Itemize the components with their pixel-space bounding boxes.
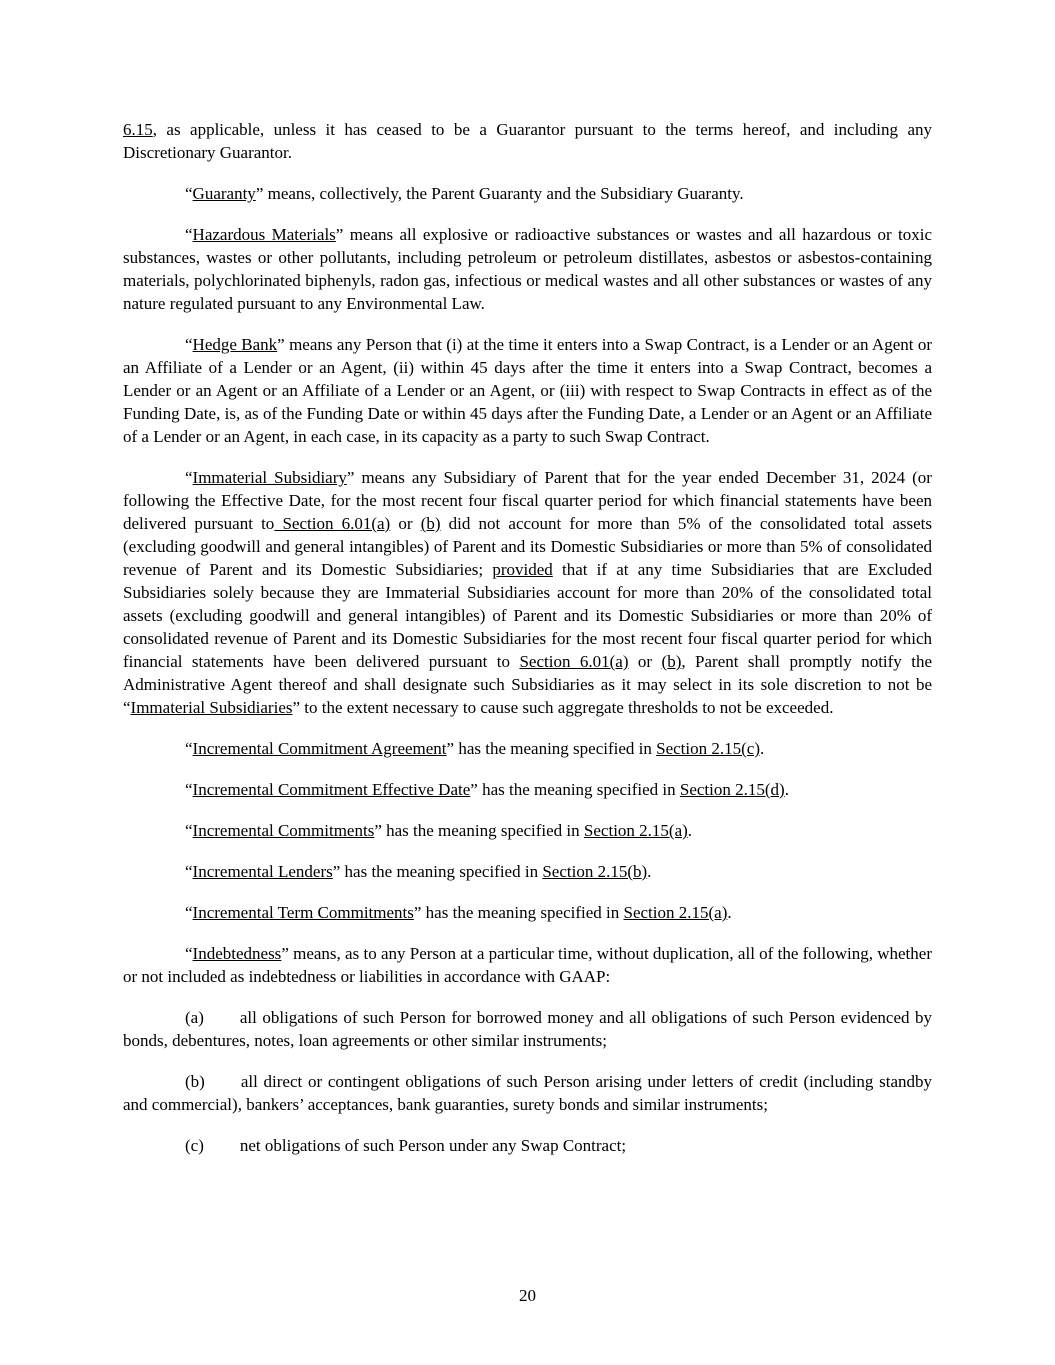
text-run: . — [784, 780, 789, 799]
text-run: , as applicable, unless it has ceased to be a Guarantor pursuant to the terms hereof, and including any Discretionary Guarantor. — [123, 120, 932, 162]
paragraph-definition-immaterial-subsidiary — [123, 466, 932, 719]
page-number: 20 — [519, 1286, 536, 1305]
underlined-term: Immaterial Subsidiaries — [130, 698, 293, 717]
underlined-term: Section 2.15(c) — [656, 739, 760, 758]
underlined-term: Section 2.15(a) — [623, 903, 728, 922]
underlined-term: Incremental Commitment Agreement — [192, 739, 447, 758]
text-run: ” has the meaning specified in — [332, 862, 543, 881]
paragraph-definition-incremental-commitments — [123, 819, 932, 842]
underlined-term: provided — [492, 560, 553, 579]
paragraph-definition-incremental-commitment-effective-date — [123, 778, 932, 801]
paragraph-definition-hedge-bank — [123, 333, 932, 448]
underlined-term: Incremental Lenders — [192, 862, 333, 881]
text-run: “ — [185, 225, 193, 244]
paragraph-definition-incremental-commitment-agreement — [123, 737, 932, 760]
text-run: or — [390, 514, 421, 533]
paragraph-guarantor-continuation — [123, 118, 932, 164]
text-run: “ — [185, 862, 193, 881]
text-run: “ — [185, 184, 193, 203]
page-footer — [0, 1284, 1055, 1307]
paragraph-definition-incremental-term-commitments — [123, 901, 932, 924]
text-run: “ — [185, 739, 193, 758]
paragraph-definition-hazardous-materials — [123, 223, 932, 315]
text-run: “ — [185, 944, 193, 963]
underlined-term: Incremental Commitment Effective Date — [192, 780, 471, 799]
text-run: (c) — [185, 1136, 204, 1155]
text-run: . — [760, 739, 765, 758]
text-run: that if at any time Subsidiaries that are Excluded Subsidiaries solely because they are Immaterial Subsidiaries account for more than 20% of the consolidated total assets (excluding goodwill and general intangibles) of Parent and its Domestic Subsidiaries or more than 20% of consolidated revenue of Parent and its Domestic Subsidiaries for the most recent four fiscal quarter period for which financial statements have been delivered pursuant to — [123, 560, 932, 671]
text-run: “ — [185, 821, 193, 840]
paragraph-indebtedness-clause-c — [123, 1134, 932, 1157]
text-run: “ — [185, 780, 193, 799]
underlined-term: Guaranty — [192, 184, 256, 203]
underlined-term: Section 2.15(b) — [542, 862, 648, 881]
underlined-term: Hedge Bank — [192, 335, 278, 354]
underlined-term: Hazardous Materials — [192, 225, 336, 244]
text-run: ” has the meaning specified in — [470, 780, 680, 799]
text-run: net obligations of such Person under any Swap Contract; — [239, 1136, 627, 1155]
text-run: . — [727, 903, 732, 922]
text-run: . — [647, 862, 652, 881]
text-run: ” has the meaning specified in — [413, 903, 624, 922]
paragraph-indebtedness-clause-a — [123, 1006, 932, 1052]
underlined-term: Incremental Commitments — [192, 821, 375, 840]
underlined-term: Incremental Term Commitments — [192, 903, 414, 922]
text-run: or — [628, 652, 662, 671]
text-run: ” means any Subsidiary of Parent that for the year ended December 31, 2024 (or following the Effective Date, for the most recent four fiscal quarter period for which financial statements have been delivered pursuant to — [123, 468, 932, 533]
text-run: did not account for more than 5% of the consolidated total assets (excluding goodwill and general intangibles) of Parent and its Domestic Subsidiaries or more than 5% of consolidated revenue of Parent and its Domestic Subsidiaries; — [123, 514, 933, 579]
text-run: “ — [185, 903, 193, 922]
text-run: ” to the extent necessary to cause such aggregate thresholds to not be exceeded. — [292, 698, 834, 717]
text-run: , Parent shall promptly notify the Administrative Agent thereof and shall designate such Subsidiaries as it may select in its sole discretion to not be “ — [123, 652, 933, 717]
text-run: ” means all explosive or radioactive substances or wastes and all hazardous or toxic substances, wastes or other pollutants, including petroleum or petroleum distillates, asbestos or asbestos-containing materials, polychlorinated biphenyls, radon gas, infectious or medical wastes and all other substances or wastes of any nature regulated pursuant to any Environmental Law. — [123, 225, 932, 313]
paragraph-definition-incremental-lenders — [123, 860, 932, 883]
text-run: “ — [185, 335, 193, 354]
text-run: ” has the meaning specified in — [374, 821, 584, 840]
paragraph-definition-indebtedness — [123, 942, 932, 988]
text-run: “ — [185, 468, 193, 487]
underlined-term: Section 6.01(a) — [274, 514, 391, 533]
text-run: . — [687, 821, 693, 840]
text-run: (b) — [185, 1072, 205, 1091]
text-run: ” means, collectively, the Parent Guaranty and the Subsidiary Guaranty. — [255, 184, 744, 203]
text-run: ” means any Person that (i) at the time it enters into a Swap Contract, is a Lender or an Agent or an Affiliate of a Lender or an Agent, (ii) within 45 days after the time it enters into a Swap Contract, becomes a Lender or an Agent or an Affiliate of a Lender or an Agent, or (iii) with respect to Swap Contracts in effect as of the Funding Date, is, as of the Funding Date or within 45 days after the Funding Date, a Lender or an Agent or an Affiliate of a Lender or an Agent, in each case, in its capacity as a party to such Swap Contract. — [123, 335, 932, 446]
underlined-term: Immaterial Subsidiary — [192, 468, 347, 487]
underlined-term: Indebtedness — [192, 944, 282, 963]
paragraph-definition-guaranty — [123, 182, 932, 205]
underlined-term: Section 2.15(d) — [679, 780, 785, 799]
underlined-term: 6.15 — [123, 120, 153, 139]
underlined-term: (b) — [420, 514, 441, 533]
underlined-term: Section 6.01(a) — [519, 652, 629, 671]
paragraph-indebtedness-clause-b — [123, 1070, 932, 1116]
text-run: ” has the meaning specified in — [446, 739, 657, 758]
text-run: ” means, as to any Person at a particular time, without duplication, all of the following, whether or not included as indebtedness or liabilities in accordance with GAAP: — [123, 944, 932, 986]
underlined-term: Section 2.15(a) — [583, 821, 688, 840]
document-body — [123, 118, 932, 1157]
text-run: all obligations of such Person for borrowed money and all obligations of such Person evidenced by bonds, debentures, notes, loan agreements or other similar instruments; — [123, 1008, 932, 1050]
text-run: all direct or contingent obligations of such Person arising under letters of credit (including standby and commercial), bankers’ acceptances, bank guaranties, surety bonds and similar instruments; — [123, 1072, 932, 1114]
text-run: (a) — [185, 1008, 204, 1027]
underlined-term: (b) — [661, 652, 682, 671]
